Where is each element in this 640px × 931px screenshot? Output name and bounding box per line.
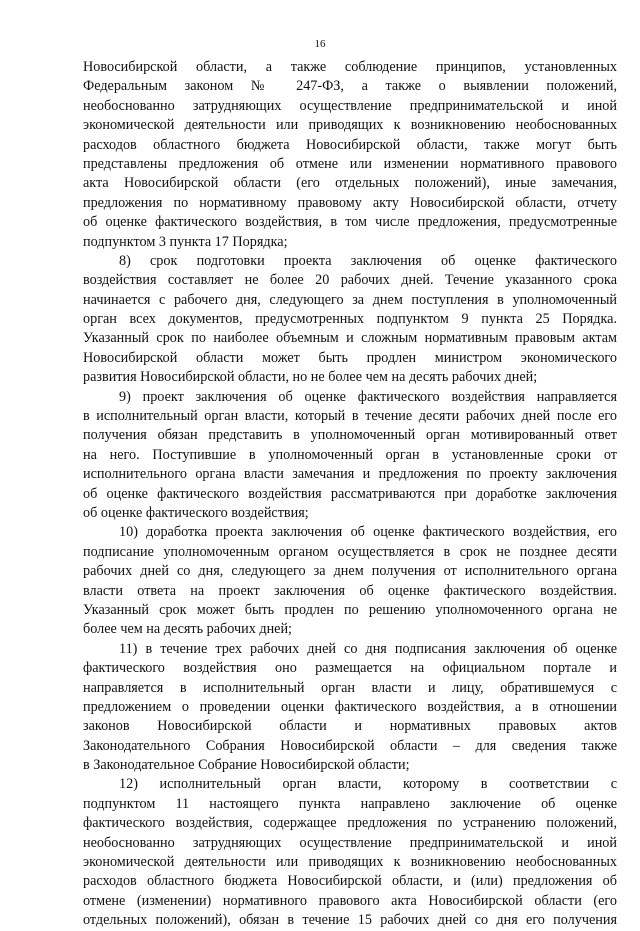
text-line: представлены предложения об отмене или изменении нормативного правового	[83, 155, 617, 172]
text-line: исполнительного органа власти замечания и предложения по проекту заключения	[83, 466, 617, 483]
text-line: необоснованно затрудняющих осуществление предпринимательской и иной	[83, 834, 617, 851]
document-body	[83, 58, 617, 931]
text-line: начинается с рабочего дня, следующего за днем поступления в уполномоченный	[83, 291, 617, 308]
text-line: 11) в течение трех рабочих дней со дня подписания заключения об оценке	[119, 640, 617, 657]
text-line: необоснованно затрудняющих осуществление предпринимательской и иной	[83, 97, 617, 114]
text-line: расходов областного бюджета Новосибирской области, также могут быть	[83, 136, 617, 153]
text-line: отдельных положений), обязан в течение 15 рабочих дней со дня его получения	[83, 912, 617, 929]
text-line: подпунктом 3 пункта 17 Порядка;	[83, 233, 288, 250]
text-line: фактического воздействия оно размещается на официальном портале и	[83, 660, 617, 677]
text-line: 8) срок подготовки проекта заключения об оценке фактического	[119, 252, 617, 269]
text-line: более чем на десять рабочих дней;	[83, 621, 292, 638]
text-line: об оценке фактического воздействия рассматриваются при доработке заключения	[83, 485, 617, 502]
text-line: направляется в исполнительный орган власти и лицу, обратившемуся с	[83, 679, 617, 696]
text-line: развития Новосибирской области, но не более чем на десять рабочих дней;	[83, 369, 538, 386]
text-line: Новосибирской области, а также соблюдение принципов, установленных	[83, 59, 617, 75]
text-line: в Законодательное Собрание Новосибирской области;	[83, 757, 410, 774]
text-line: акта Новосибирской области (его отдельных положений), иные замечания,	[83, 175, 617, 192]
text-line: экономической деятельности или приводящих к возникновению необоснованных	[83, 117, 617, 134]
text-line: в исполнительный орган власти, который в течение десяти рабочих дней после его	[83, 408, 617, 425]
text-line: на него. Поступившие в уполномоченный орган в установленные сроки от	[83, 446, 617, 463]
text-line: законов Новосибирской области и нормативных правовых актов	[83, 718, 617, 735]
text-line: получения обязан представить в уполномоченный орган мотивированный ответ	[83, 427, 617, 444]
text-line: 10) доработка проекта заключения об оценке фактического воздействия, его	[119, 524, 617, 541]
text-line: Указанный срок по наиболее объемным и сложным нормативным правовым актам	[83, 330, 617, 347]
text-line: власти ответа на проект заключения об оценке фактического воздействия.	[83, 582, 617, 599]
text-line: экономической деятельности или приводящих к возникновению необоснованных	[83, 854, 617, 871]
text-line: расходов областного бюджета Новосибирской области, и (или) предложения об	[83, 873, 617, 890]
page-number: 16	[314, 38, 326, 50]
text-line: отмене (изменении) нормативного правового акта Новосибирской области (его	[83, 892, 617, 909]
text-line: подпунктом 11 настоящего пункта направлено заключение об оценке	[83, 795, 617, 812]
text-line: фактического воздействия, содержащее предложения по устранению положений,	[83, 815, 617, 832]
text-line: рабочих дней со дня, следующего за днем получения от исполнительного органа	[83, 563, 617, 580]
text-line: 12) исполнительный орган власти, которому в соответствии с	[119, 776, 617, 793]
text-line: Федеральным законом № 247-ФЗ, а также о выявлении положений,	[83, 78, 617, 95]
text-line: орган всех документов, предусмотренных подпунктом 9 пункта 25 Порядка.	[83, 311, 617, 328]
text-line: 9) проект заключения об оценке фактического воздействия направляется	[119, 388, 617, 405]
text-line: воздействия составляет не более 20 рабочих дней. Течение указанного срока	[83, 272, 617, 289]
text-line: Указанный срок может быть продлен по решению уполномоченного органа не	[83, 601, 617, 618]
text-line: предложением о проведении оценки фактического воздействия, а в отношении	[83, 698, 617, 715]
text-line: подписание уполномоченным органом осуществляется в срок не позднее десяти	[83, 543, 617, 560]
text-line: об оценке фактического воздействия;	[83, 504, 309, 521]
text-line: об оценке фактического воздействия, в том числе предложения, предусмотренные	[83, 214, 617, 231]
text-line: Законодательного Собрания Новосибирской области – для сведения также	[83, 737, 617, 754]
text-line: предложения по нормативному правовому акту Новосибирской области, отчету	[83, 194, 617, 211]
text-line: Новосибирской области может быть продлен министром экономического	[83, 349, 617, 366]
